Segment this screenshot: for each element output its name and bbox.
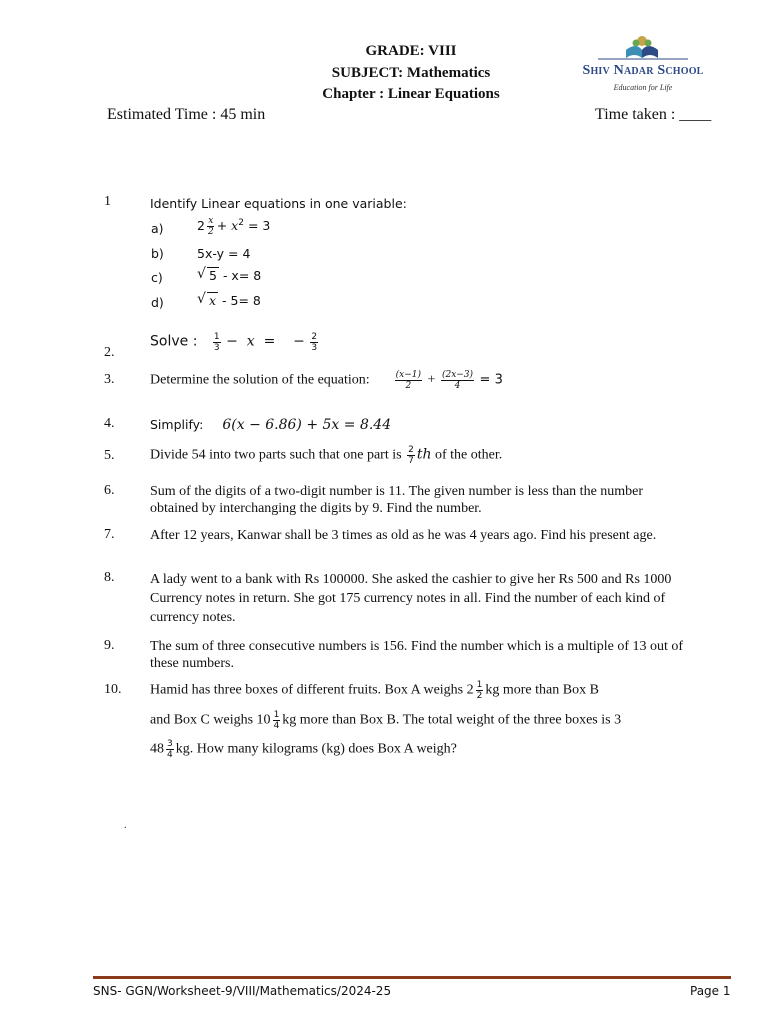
q10-l2-pre: and Box C weighs 10 [150,712,271,728]
chapter-heading: Chapter : Linear Equations [322,86,500,102]
q10-f3-den: 4 [167,750,173,760]
q3-f2-num: (2x−3) [441,370,474,380]
q1-option-b: 5x-y = 4 [197,246,251,261]
q2-f1-den: 3 [213,343,220,353]
q3-fraction-1 [395,370,422,391]
q1a-frac-den: 2 [207,227,214,237]
q10-fraction-1 [476,680,484,701]
q1-option-a-letter: a) [151,221,164,236]
q3-plus: + [427,372,436,388]
q5-text [150,445,690,466]
q2-fraction-2 [310,332,318,353]
q10-l3-pre: 48 [150,741,164,757]
q10-line-1 [150,680,690,701]
q1-option-d-letter: d) [151,295,164,310]
q10-f2-num: 1 [273,710,280,720]
q7-text: After 12 years, Kanwar shall be 3 times as old as he was 4 years ago. Find his present age. [150,528,657,543]
q4-number: 4. [104,416,115,431]
q7-number: 7. [104,527,115,542]
q3-f1-num: (x−1) [395,370,422,380]
q1-option-a [197,216,270,237]
q6-number: 6. [104,483,115,498]
q3-number: 3. [104,372,115,387]
q2-f2-num: 2 [311,332,318,342]
q2-fraction-1 [213,332,221,353]
footer-divider [93,976,731,979]
q3-fraction-2 [441,370,474,391]
q10-l3-post: kg. How many kilograms (kg) does Box A weigh? [175,741,457,757]
q6-text: Sum of the digits of a two-digit number is 11. The given number is less than the number obtained by interchanging the digits by 9. Find the number. [150,484,644,516]
q2-label: Solve : [150,333,198,350]
q1c-radicand: 5 [209,268,217,283]
footer-page-number: Page 1 [690,984,731,998]
q8-number: 8. [104,570,115,585]
q1-option-d [197,293,261,308]
q10-fraction-3 [166,739,174,760]
q2-middle: − x = − [226,333,305,350]
q1d-rest: - 5= 8 [222,293,261,308]
school-logo [578,32,710,94]
q1-text: Identify Linear equations in one variable: [150,196,407,211]
q3-rhs: = 3 [479,372,503,388]
q10-f1-num: 1 [476,680,483,690]
estimated-time: Estimated Time : 45 min [107,106,266,123]
q5-f-den: 7 [408,456,414,466]
q10-f1-den: 2 [476,691,483,701]
subject-heading: SUBJECT: Mathematics [331,65,491,81]
q1-option-b-letter: b) [151,246,164,261]
q9-text: The sum of three consecutive numbers is 156. Find the number which is a multiple of 13 out of these numbers. [150,639,684,671]
q10-fraction-2 [273,710,281,731]
q5-pre: Divide 54 into two parts such that one part is [150,447,402,463]
book-tree-icon [578,32,708,64]
q2-f2-den: 3 [311,343,318,353]
school-name: Shiv Nadar School [582,63,704,78]
q3-text [150,370,690,391]
q1a-frac-num: x [208,216,214,226]
q1c-rest: - x= 8 [222,268,262,283]
time-taken: Time taken : ____ [595,106,712,123]
q10-f3-num: 3 [167,739,173,749]
q1a-plus: + [216,218,228,233]
school-tagline: Education for Life [613,83,673,92]
q10-l1-post: kg more than Box B [485,682,599,698]
q10-l1-pre: Hamid has three boxes of different fruits. Box A weighs 2 [150,682,474,698]
q2-f1-num: 1 [213,332,220,342]
q10-line-3 [150,739,690,760]
q10-f2-den: 4 [273,721,280,731]
q10-l2-post: kg more than Box B. The total weight of the three boxes is 3 [282,712,622,728]
footer-document-code: SNS- GGN/Worksheet-9/VIII/Mathematics/2024-25 [93,984,392,998]
q1-number: 1 [104,194,111,209]
q3-f2-den: 4 [454,381,461,391]
q4-expression: 6(x − 6.86) + 5x = 8.44 [222,417,392,433]
sqrt-icon [197,268,219,283]
q5-post: of the other. [434,447,503,463]
grade-heading: GRADE: VIII [365,43,457,59]
q2-text [150,332,690,353]
q8-text: A lady went to a bank with Rs 100000. She asked the cashier to give her Rs 500 and Rs 1000 Currency notes in return. She got 175 currency notes in all. Find the number of each kind of currency notes. [150,572,672,625]
q9-number: 9. [104,638,115,653]
q2-number: 2. [104,345,115,360]
q1-option-c-letter: c) [151,270,163,285]
q10-number: 10. [104,682,122,697]
stray-dot: . [124,820,127,831]
q1a-rhs: = 3 [247,218,271,233]
q1d-radicand: x [209,293,217,308]
q1a-sup: 2 [238,217,244,228]
q4-label: Simplify: [150,417,204,432]
sqrt-icon [197,293,218,308]
q10-line-2 [150,710,690,731]
q4-text [150,416,690,434]
q1a-coef: 2 [197,218,205,233]
q1a-fraction [207,216,215,237]
q1-option-c [197,268,261,283]
q5-number: 5. [104,448,115,463]
q1a-var: x [231,218,239,233]
q5-f-num: 2 [408,445,414,455]
q5-fraction [407,445,415,466]
q5-th: th [416,446,432,463]
q3-label: Determine the solution of the equation: [150,372,370,388]
q3-f1-den: 2 [405,381,412,391]
